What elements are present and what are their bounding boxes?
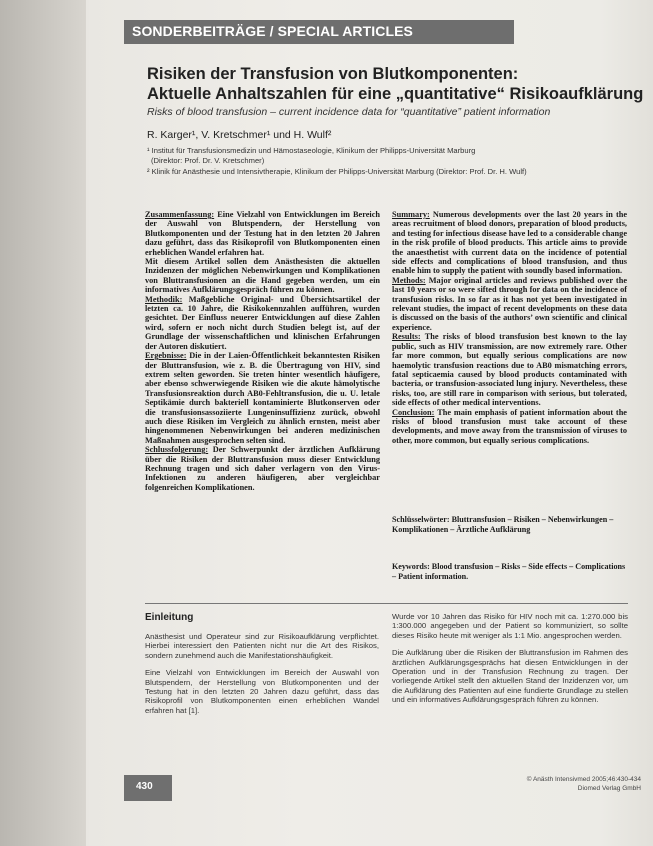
title-line-1: Risiken der Transfusion von Blutkomponenten:: [147, 65, 519, 83]
affiliation-1: ¹ Institut für Transfusionsmedizin und Hämostaseologie, Klinikum der Philipps-Universität Marburg: [147, 146, 476, 155]
page-gutter-shadow: [0, 0, 86, 846]
title-line-2: Aktuelle Anhaltszahlen für eine „quantitative“ Risikoaufklärung: [147, 85, 644, 103]
abstract-en-conclusion: The main emphasis of patient information about the risks of blood transfusion must take account of these developments, and move away from the transmission of viruses to other, more common, but equally serious complications.: [392, 407, 627, 445]
footer-journal: © Anästh Intensivmed 2005;46:430-434: [526, 776, 641, 783]
page-number: 430: [136, 781, 153, 792]
intro-left-p2: Eine Vielzahl von Entwicklungen im Bereich der Auswahl von Blutspendern, der Herstellung von Blutkomponenten und der Testung hat in den letzten 20 Jahren dazu geführt, dass das Risikoprofil von Blutkomponenten einen erheblichen Wandel erfahren hat [1].: [145, 668, 379, 715]
affiliation-2: ² Klinik für Anästhesie und Intensivtherapie, Klinikum der Philipps-Universität Marburg (Direktor: Prof. Dr. H. Wulf): [147, 167, 527, 176]
abstract-de-p2: Mit diesem Artikel sollen dem Anästhesisten die aktuellen Inzidenzen der möglichen Nebenwirkungen und Komplikationen von Bluttransfusionen an die Hand gegeben werden, um ein informatives Aufklärungsgespräch führen zu können.: [145, 257, 380, 295]
intro-right-column: [392, 612, 628, 713]
keywords-en-text: Blood transfusion – Risks – Side effects – Complications – Patient information.: [392, 562, 626, 581]
abstract-en-summary-label: Summary:: [392, 210, 430, 219]
abstract-de-conclusion: Der Schwerpunkt der ärztlichen Aufklärung über die Risiken der Bluttransfusion muss dieser Entwicklung Rechnung tragen und sich daher verlagern von den Virus-Infektionen zu anderen häufigeren, aber vergleichbar folgenreichen Komplikationen.: [145, 445, 381, 492]
keywords-german: [392, 515, 627, 534]
abstract-de-results-label: Ergebnisse:: [145, 351, 187, 361]
abstract-de-conclusion-label: Schlussfolgerung:: [145, 445, 209, 455]
keywords-en-label: Keywords:: [392, 562, 430, 571]
abstract-english: [392, 210, 627, 445]
introduction-heading: Einleitung: [145, 612, 194, 623]
intro-right-p2: Die Aufklärung über die Risiken der Bluttransfusion im Rahmen des ärztlichen Aufklärungsgesprächs hat diesen Entwicklungen in der Operation und in der Transfusion Rechnung zu tragen. Der vorliegende Artikel stellt den aktuellen Stand der Inzidenzen vor, um die Aufklärung des Patienten auf eine fundierte Grundlage zu stellen und ein informatives Aufklärungsgespräch führen zu können.: [392, 648, 628, 705]
footer-publisher: Diomed Verlag GmbH: [577, 785, 641, 792]
abstract-german: [145, 210, 380, 492]
section-divider: [145, 603, 628, 604]
abstract-de-methods: Maßgebliche Original- und Übersichtsartikel der letzten ca. 10 Jahre, die Risikokennzahlen aufführen, wurden gesichtet. Der Einfluss neuerer Entwicklungen auf diese Zahlen wird, sofern er noch nicht durch Studien belegt ist, auf der Grundlage der wissenschaftlichen und klinischen Erfahrungen der Autoren diskutiert.: [145, 294, 380, 351]
abstract-de-results: Die in der Laien-Öffentlichkeit bekanntesten Risiken der Bluttransfusion, wie z. B. die Übertragung von HIV, sind extrem selten geworden. Sie treten hinter wesentlich häufigere, aber ebenso schwerwiegende Risiken wie die akute hämolytische Transfusionsreaktion durch AB0-Fehltransfusion, die u. U. letale Septikämie durch bakteriell kontaminierte Blutkonserven oder die transfusionsassoziierte Lungeninsuffizienz zurück, obwohl auch diese Risiken im Vergleich zu ähnlich ernsten, meist aber hingenommenen Nebenwirkungen bei anderen medizinischen Maßnahmen ausgesprochen selten sind.: [145, 351, 380, 445]
abstract-de-methods-label: Methodik:: [145, 294, 183, 304]
page-number-box: [124, 775, 172, 801]
section-banner: [124, 20, 514, 44]
abstract-en-methods: Major original articles and reviews published over the last 10 years or so were sifted through for data on the incidence of transfusion risks. In so far as it has not yet been investigated in relevant studies, the impact of recent developments on these data is discussed on the basis of the authors’ own scientific and clinical experience.: [392, 275, 627, 332]
intro-left-p1: Anästhesist und Operateur sind zur Risikoaufklärung verpflichtet. Hierbei interessiert den Patienten nicht nur die Art des Risikos, sondern zunehmend auch die Manifestationshäufigkeit.: [145, 632, 379, 660]
abstract-en-results-label: Results:: [392, 332, 421, 342]
abstract-en-conclusion-label: Conclusion:: [392, 407, 435, 417]
section-banner-label: SONDERBEITRÄGE / SPECIAL ARTICLES: [132, 23, 413, 39]
keywords-english: [392, 562, 627, 581]
abstract-en-summary: Numerous developments over the last 20 years in the areas recruitment of blood donors, preparation of blood products, and testing for infectious disease have led to a considerable change in the risk profile of blood products. This article aims to provide the anaesthetist with current data on the incidence of potential side effects and complications of blood transfusion, and thus enable him to supply the patient with soundly based information.: [392, 210, 627, 276]
intro-right-p1: Wurde vor 10 Jahren das Risiko für HIV noch mit ca. 1:270.000 bis 1:300.000 angegeben und der Patient so kommuniziert, so sollte dieses Risiko heute mit weniger als 1:1 Mio. angesprochen werden.: [392, 612, 628, 640]
abstract-de-p1: Eine Vielzahl von Entwicklungen im Bereich der Auswahl von Blutspendern, der Herstellung von Blutkomponenten und der Testung hat in den letzten 20 Jahren dazu geführt, dass das Risikoprofil von Blutkomponenten einen erheblichen Wandel erfahren hat.: [145, 210, 381, 257]
keywords-de-label: Schlüsselwörter:: [392, 515, 450, 524]
intro-left-column: [145, 632, 379, 723]
keywords-de-text: Bluttransfusion – Risiken – Nebenwirkungen – Komplikationen – Ärztliche Aufklärung: [392, 515, 614, 534]
abstract-en-results: The risks of blood transfusion best known to the lay public, such as HIV transmission, are now extremely rare. Other far more common, but equally serious complications are now haemolytic transfusion reactions due to AB0 mismatching errors, fatal septicaemia caused by blood products contaminated with bacteria, or transfusion-associated lung injury. Nevertheless, these risks, too, are still rare in comparison with serious, but tolerated, side effects of other medical interventions.: [392, 332, 627, 408]
affiliation-1-director: (Direktor: Prof. Dr. V. Kretschmer): [151, 156, 265, 165]
abstract-de-label: Zusammenfassung:: [145, 210, 215, 219]
article-subtitle: Risks of blood transfusion – current incidence data for “quantitative” patient information: [147, 106, 551, 118]
abstract-en-methods-label: Methods:: [392, 275, 426, 285]
article-authors: R. Karger¹, V. Kretschmer¹ und H. Wulf²: [147, 129, 332, 141]
article-title: [147, 64, 647, 104]
